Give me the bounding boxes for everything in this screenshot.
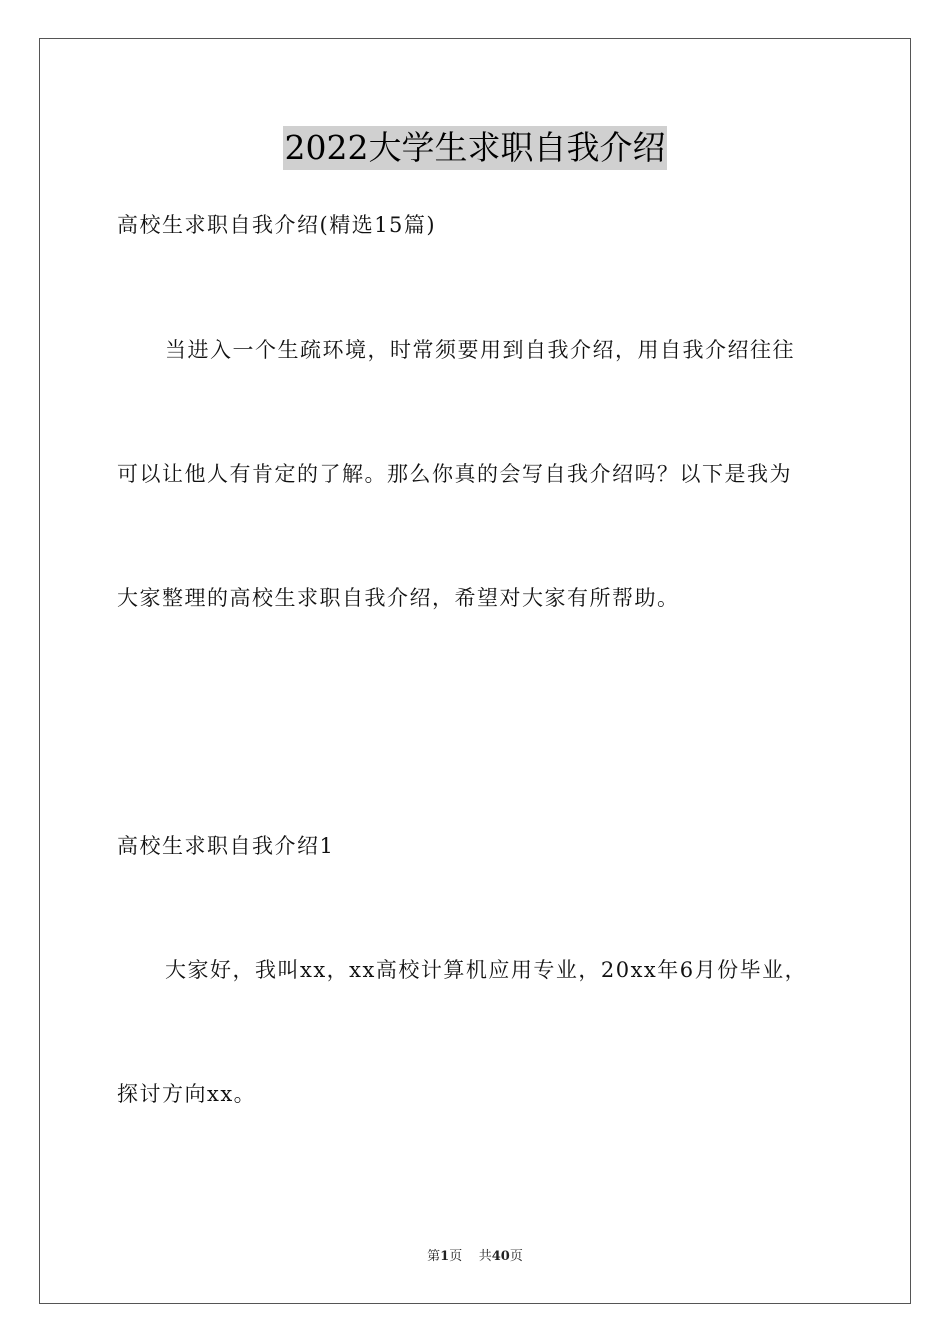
footer-page-prefix: 第 [427,1249,441,1264]
section-heading: 高校生求职自我介绍1 [117,834,335,858]
document-subtitle: 高校生求职自我介绍(精选15篇) [117,213,437,237]
title-container [0,126,950,170]
intro-paragraph-line-3: 大家整理的高校生求职自我介绍，希望对大家有所帮助。 [117,586,680,610]
section-paragraph-line-1: 大家好，我叫xx，xx高校计算机应用专业，20xx年6月份毕业， [165,958,808,982]
section-paragraph-line-2: 探讨方向xx。 [117,1082,257,1106]
document-title: 2022大学生求职自我介绍 [283,126,668,170]
intro-paragraph-line-1: 当进入一个生疏环境，时常须要用到自我介绍，用自我介绍往往 [165,338,795,362]
footer-total-prefix: 共 [478,1249,492,1264]
footer-page-number: 1 [440,1249,450,1264]
footer-page-suffix: 页 [449,1249,463,1264]
footer-total-pages: 40 [491,1249,510,1264]
intro-paragraph-line-2: 可以让他人有肯定的了解。那么你真的会写自我介绍吗？以下是我为 [117,462,792,486]
page-footer [0,1248,950,1266]
footer-total-suffix: 页 [509,1249,523,1264]
